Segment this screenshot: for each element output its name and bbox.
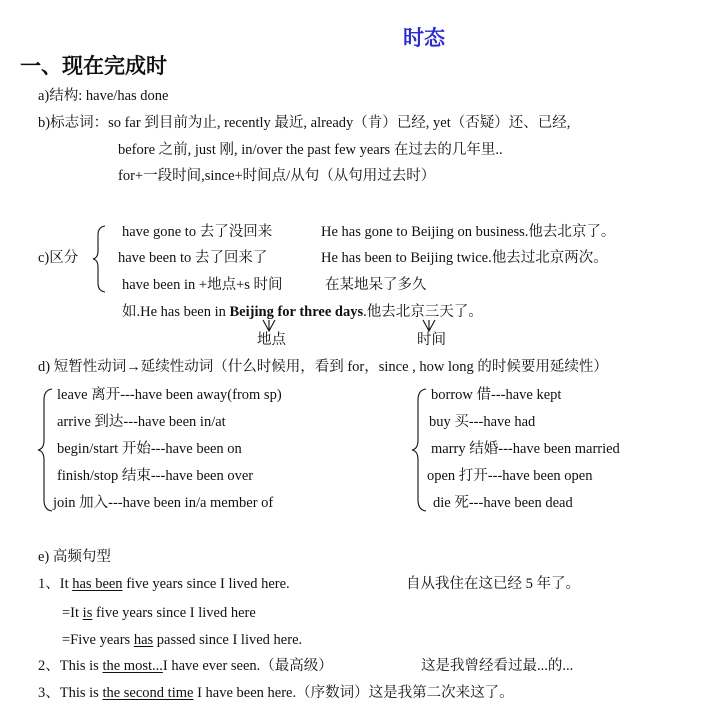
right-verb-4: open 打开---have been open [427,468,593,484]
structure-line: a)结构: have/has done [38,88,169,104]
pattern-1-variant-a: =It is five years since I lived here [62,605,256,621]
left-verb-5: join 加入---have been in/a member of [53,495,274,511]
distinguish-example-2: He has been to Beijing twice.他去过北京两次。 [321,250,608,266]
right-verb-1: borrow 借---have kept [431,387,562,403]
place-word: Beijing [229,304,274,320]
patterns-heading: e) 高频句型 [38,549,111,565]
distinguish-label: c)区分 [38,250,79,266]
right-verbs-brace [410,388,428,512]
right-verb-3: marry 结婚---have been married [431,441,620,457]
left-verb-4: finish/stop 结束---have been over [57,468,254,484]
time-phrase: for three days [277,304,364,320]
distinguish-example-3: 在某地呆了多久 [325,277,427,293]
section-heading: 一、现在完成时 [20,54,167,78]
distinguish-term-3: have been in +地点+s 时间 [122,277,283,293]
right-verb-5: die 死---have been dead [433,495,573,511]
pattern-1: 1、It has been five years since I lived here. [38,576,290,592]
left-verb-1: leave 离开---have been away(from sp) [57,387,282,403]
distinguish-term-2: have been to 去了回来了 [118,250,268,266]
pattern-1-translation: 自从我住在这已经 5 年了。 [406,576,580,592]
pattern-2: 2、This is the most...I have ever seen.（最高级） [38,658,333,674]
signal-words-line-2: before 之前, just 刚, in/over the past few years 在过去的几年里.. [118,142,503,158]
left-verbs-brace [36,388,54,512]
verb-conversion-heading: d) 短暂性动词→延续性动词（什么时候用，看到 for，since , how long 的时候要用延续性） [38,359,608,375]
distinguish-example-1: He has gone to Beijing on business.他去北京了。 [321,224,616,240]
right-verb-2: buy 买---have had [429,414,536,430]
time-annotation: 时间 [417,332,446,348]
distinguish-brace [92,225,108,293]
pattern-3: 3、This is the second time I have been here.（序数词）这是我第二次来这了。 [38,685,514,701]
left-verb-2: arrive 到达---have been in/at [57,414,226,430]
distinguish-term-1: have gone to 去了没回来 [122,224,273,240]
page-title: 时态 [403,26,445,50]
pattern-1-variant-b: =Five years has passed since I lived here. [62,632,303,648]
place-annotation: 地点 [257,332,286,348]
pattern-2-translation: 这是我曾经看过最...的... [421,658,574,674]
signal-words-line-1: b)标志词：so far 到目前为止, recently 最近, already（肯）已经, yet（否疑）还、已经, [38,115,571,131]
left-verb-3: begin/start 开始---have been on [57,441,242,457]
distinguish-sample-sentence: 如.He has been in Beijing for three days.他去北京三天了。 [122,304,483,320]
signal-words-line-3: for+一段时间,since+时间点/从句（从句用过去时） [118,168,436,184]
